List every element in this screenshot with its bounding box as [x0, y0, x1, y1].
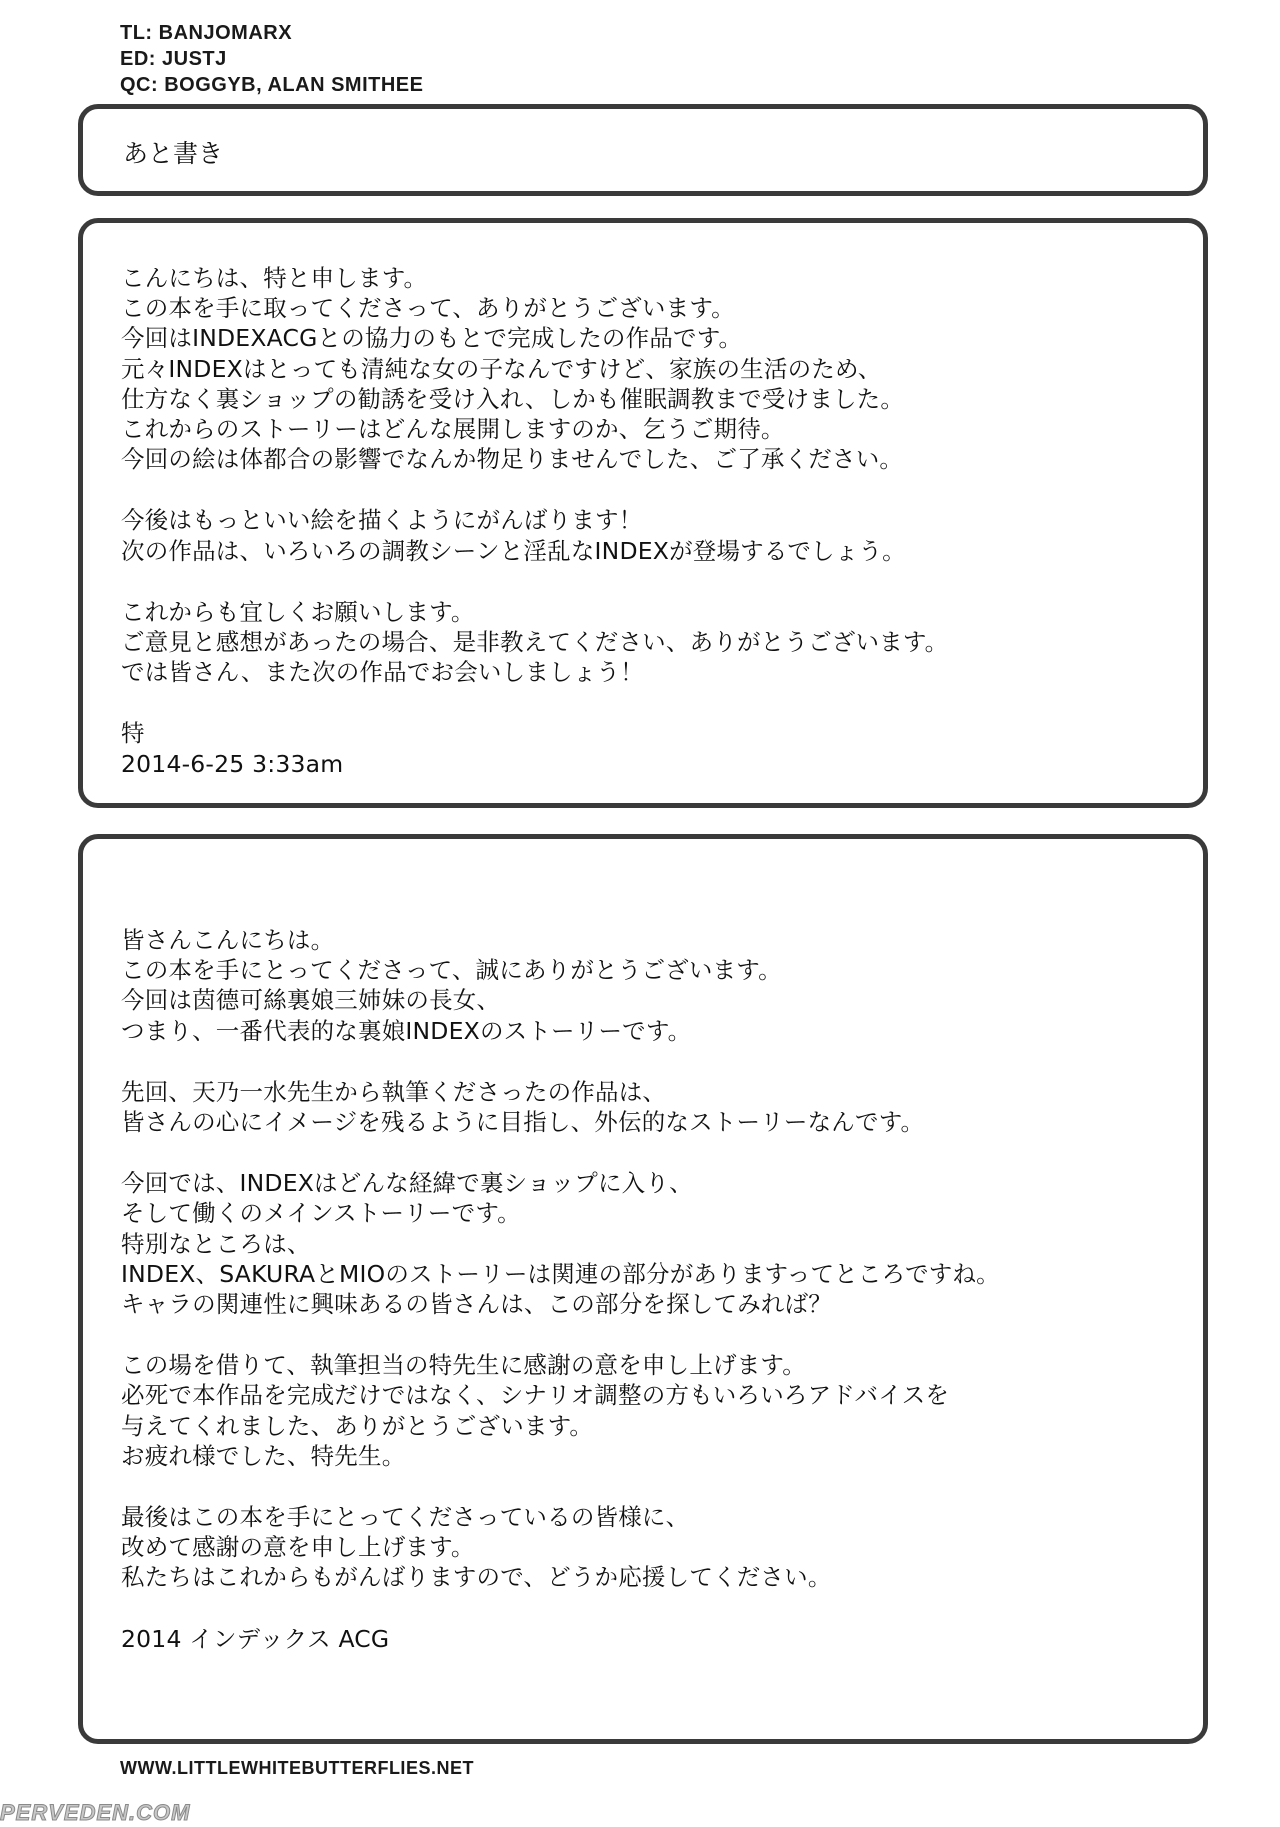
text-line: こんにちは、特と申します。 [121, 264, 428, 292]
text-line: INDEX、SAKURAとMIOのストーリーは関連の部分がありますってところですね。 [121, 1259, 1000, 1288]
paragraph-gap [121, 1319, 1183, 1350]
text-line: 仕方なく裏ショップの勧誘を受け入れ、しかも催眠調教まで受けました。 [121, 384, 905, 413]
text-line: 今回は茵德可絲裏娘三姉妹の長女、 [121, 986, 501, 1015]
text-line: 今回では、INDEXはどんな経緯で裏ショップに入り、 [121, 1169, 693, 1198]
paragraph-gap [121, 474, 1183, 505]
text-line: 特 [121, 719, 145, 748]
credits-block [120, 20, 423, 98]
text-line: 次の作品は、いろいろの調教シーンと淫乱なINDEXが登場するでしょう。 [121, 536, 906, 565]
afterword-box-2 [78, 834, 1208, 1744]
scanlator-url: WWW.LITTLEWHITEBUTTERFLIES.NET [120, 1758, 474, 1778]
text-line: 今回はINDEXACGとの協力のもとで完成したの作品です。 [121, 324, 743, 353]
afterword-box-1 [78, 218, 1208, 808]
credit-qc: QC: BOGGYB, ALAN SMITHEE [120, 74, 424, 96]
text-line: この本を手にとってくださって、誠にありがとうございます。 [121, 956, 782, 985]
paragraph-gap [121, 566, 1183, 597]
title-text: あと書き [123, 139, 224, 168]
text-line: 改めて感謝の意を申し上げます。 [121, 1533, 475, 1562]
site-watermark: PERVEDEN.COM [0, 1800, 191, 1825]
text-line: この場を借りて、執筆担当の特先生に感謝の意を申し上げます。 [121, 1351, 806, 1380]
text-line: この本を手に取ってくださって、ありがとうございます。 [121, 294, 735, 323]
text-line: つまり、一番代表的な裏娘INDEXのストーリーです。 [121, 1016, 692, 1045]
text-line: 先回、天乃一水先生から執筆くださったの作品は、 [121, 1077, 667, 1106]
paragraph-gap [121, 1137, 1183, 1168]
text-line: これからのストーリーはどんな展開しますのか、乞うご期待。 [121, 415, 785, 444]
text-line: 今回の絵は体都合の影響でなんか物足りませんでした、ご了承ください。 [121, 445, 904, 474]
text-line: 元々INDEXはとっても清純な女の子なんですけど、家族の生活のため、 [121, 354, 882, 383]
text-line: 私たちはこれからもがんばりますので、どうか応援してください。 [121, 1563, 832, 1592]
text-line: では皆さん、また次の作品でお会いしましょう！ [121, 658, 644, 687]
text-line: 特別なところは、 [121, 1229, 311, 1258]
paragraph-gap [121, 1046, 1183, 1077]
afterword-2-text [121, 925, 1183, 1654]
text-line: そして働くのメインストーリーです。 [121, 1199, 521, 1228]
text-line: 与えてくれました、ありがとうございます。 [121, 1411, 594, 1440]
paragraph-gap [121, 687, 1183, 718]
afterword-1-text [121, 263, 1183, 779]
text-line: 皆さんこんにちは。 [121, 926, 335, 954]
text-line: 必死で本作品を完成だけではなく、シナリオ調整の方もいろいろアドバイスを [121, 1381, 950, 1410]
text-line: これからも宜しくお願いします。 [121, 597, 475, 626]
text-line: お疲れ様でした、特先生。 [121, 1441, 406, 1470]
credit-editor: ED: JUSTJ [120, 48, 227, 70]
text-line: ご意見と感想があったの場合、是非教えてください、ありがとうございます。 [121, 628, 949, 657]
paragraph-gap [121, 1471, 1183, 1502]
credit-translator: TL: BANJOMARX [120, 22, 293, 44]
text-line: 皆さんの心にイメージを残るように目指し、外伝的なストーリーなんです。 [121, 1108, 925, 1137]
text-line: 2014 インデックス ACG [121, 1624, 390, 1653]
text-line: 今後はもっといい絵を描くようにがんばります！ [121, 506, 643, 535]
text-line: 最後はこの本を手にとってくださっているの皆様に、 [121, 1503, 690, 1532]
title-box [78, 104, 1208, 196]
paragraph-gap [121, 1593, 1183, 1624]
text-line: キャラの関連性に興味あるの皆さんは、この部分を探してみれば？ [121, 1290, 832, 1319]
text-line: 2014-6-25 3:33am [121, 749, 344, 778]
